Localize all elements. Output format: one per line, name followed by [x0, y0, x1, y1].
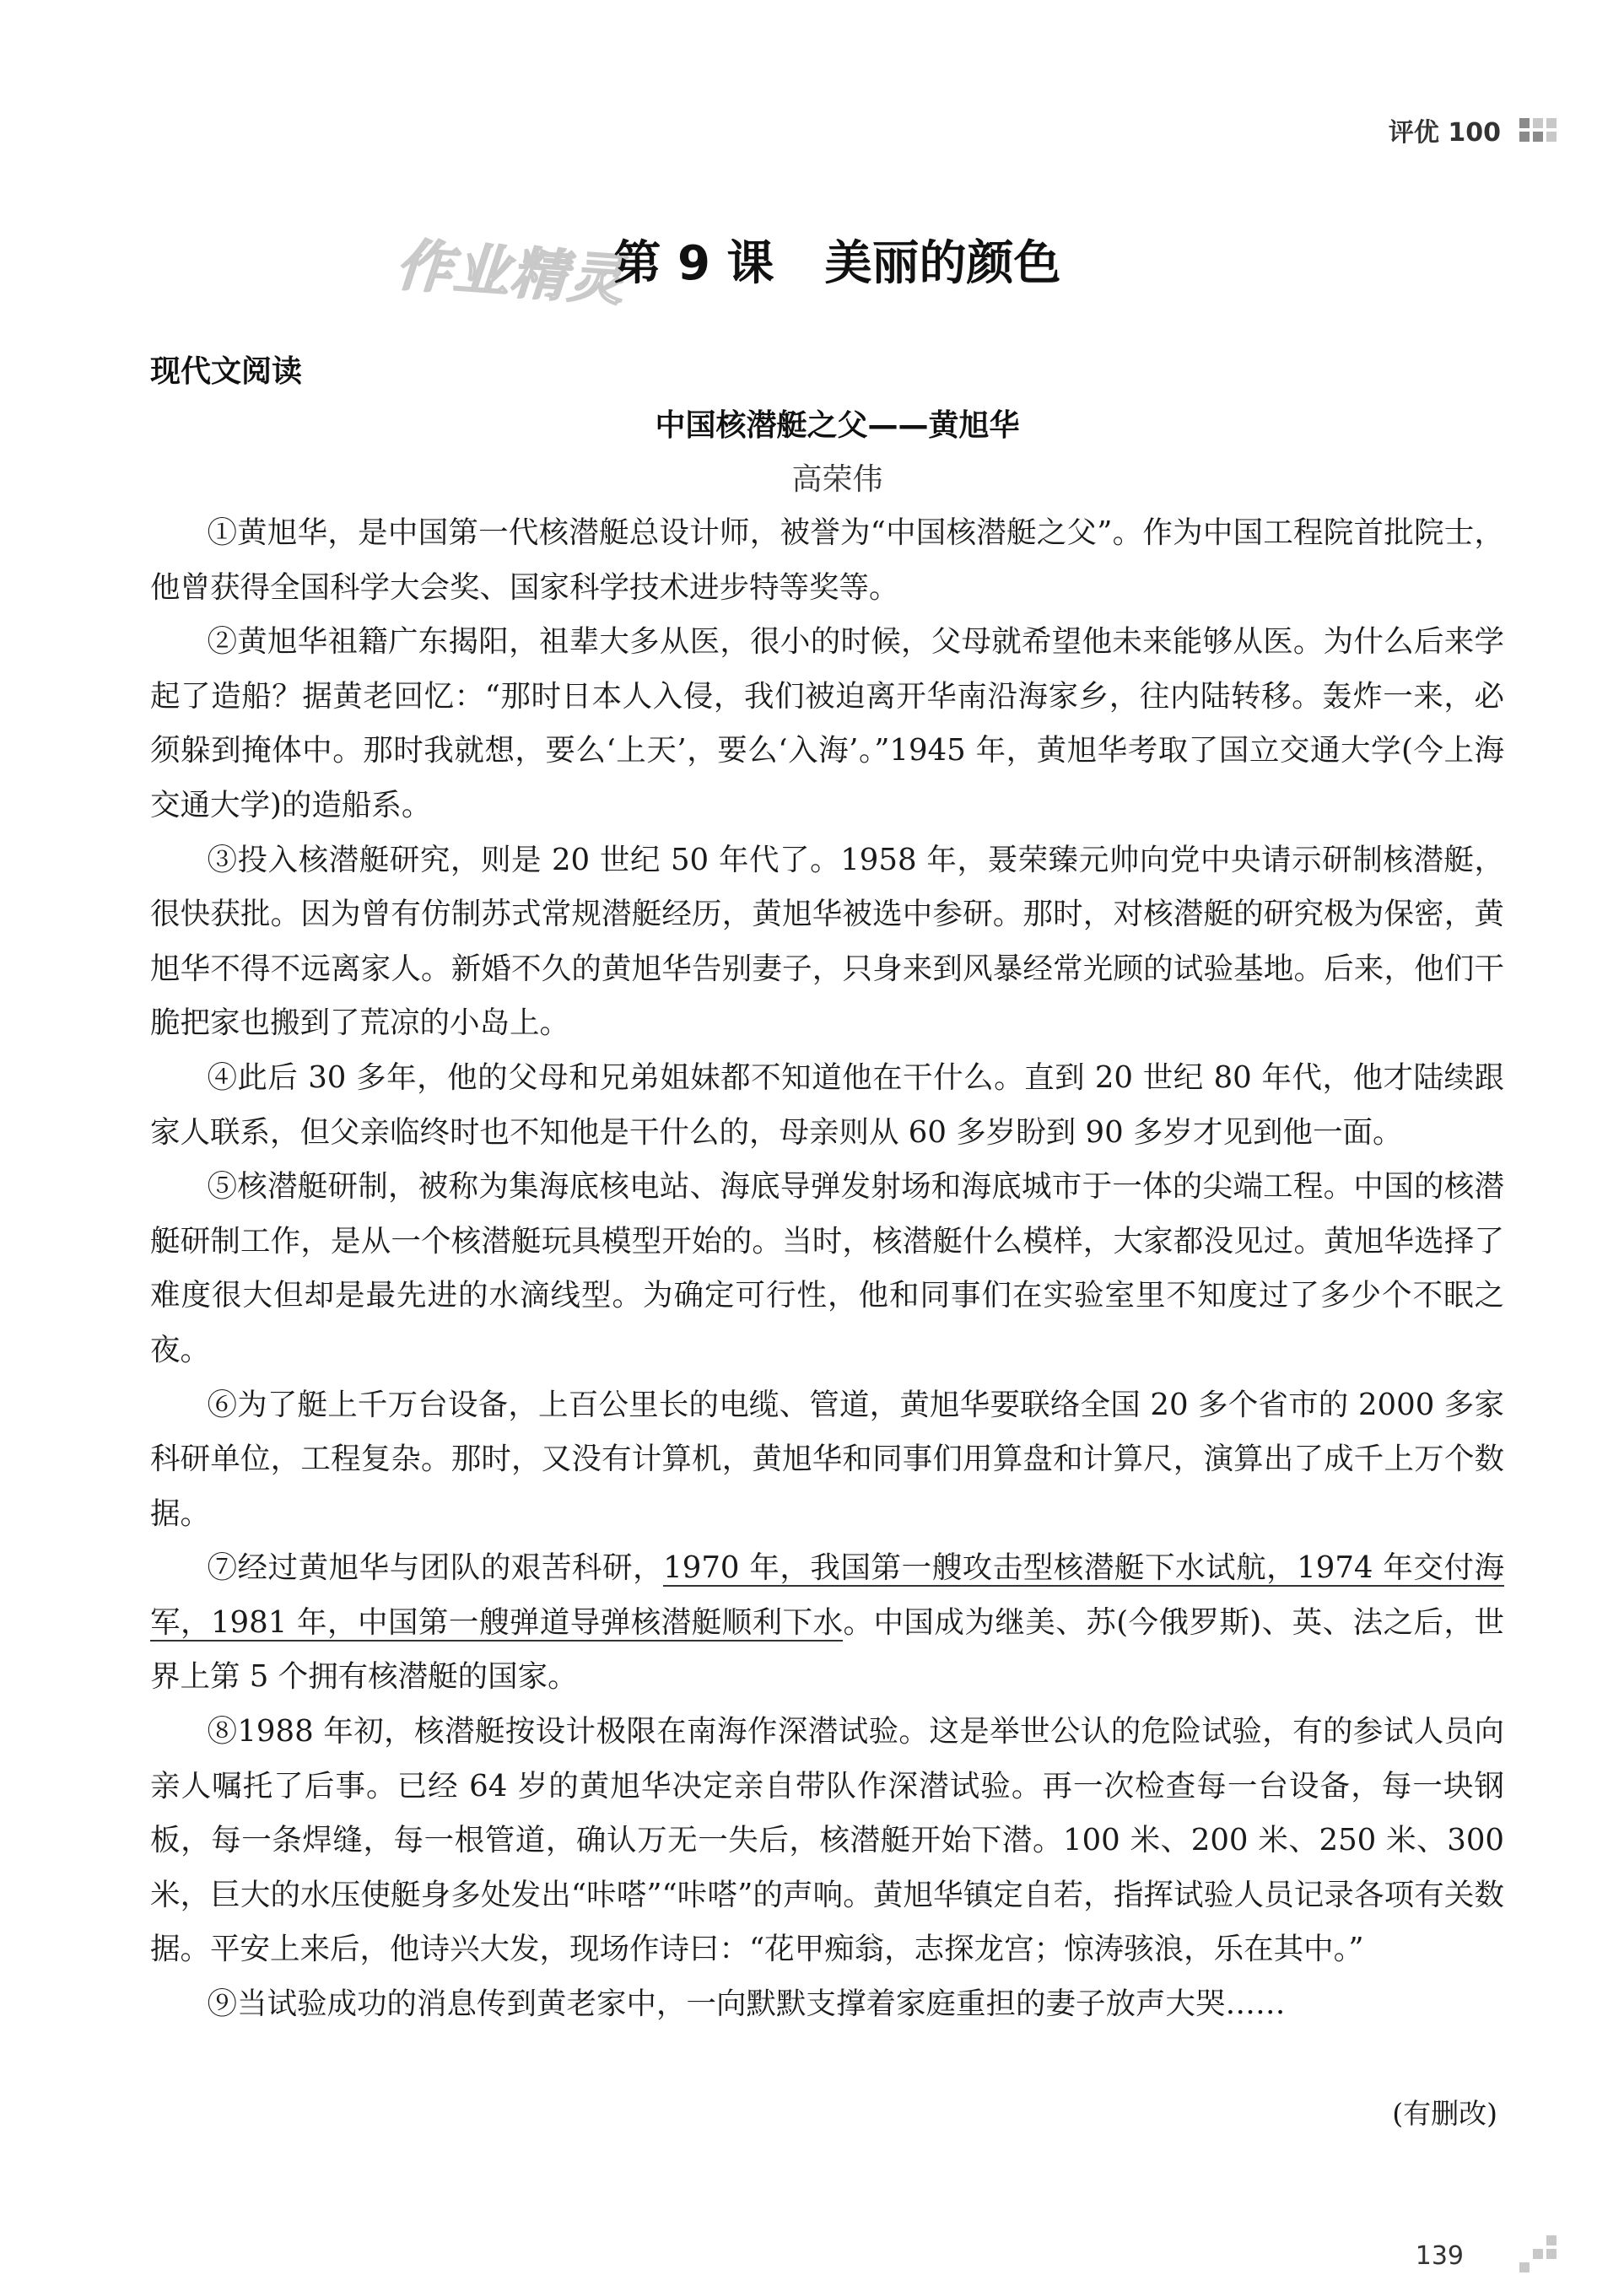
article-author: 高荣伟: [791, 462, 883, 497]
paragraph-6: ⑥为了艇上千万台设备，上百公里长的电缆、管道，黄旭华要联络全国 20 多个省市的 2000 多家科研单位，工程复杂。那时，又没有计算机，黄旭华和同事们用算盘和计算尺，演算出了成千上万个数据。: [150, 1387, 1504, 1531]
lesson-number: 第 9 课: [613, 236, 774, 291]
header-brand: [1389, 111, 1557, 148]
article-title: 中国核潜艇之父——黄旭华: [655, 408, 1020, 443]
lesson-name: 美丽的颜色: [824, 236, 1061, 291]
paragraph-9: ⑨当试验成功的消息传到黄老家中，一向默默支撑着家庭重担的妻子放声大哭……: [207, 1987, 1286, 2022]
brand-squares-icon: [1519, 118, 1557, 142]
watermark: 作业精灵: [394, 232, 628, 314]
lesson-title: [0, 226, 1624, 294]
paragraph-4: ④此后 30 多年，他的父母和兄弟姐妹都不知道他在干什么。直到 20 世纪 80 年代，他才陆续跟家人联系，但父亲临终时也不知他是干什么的，母亲则从 60 多岁盼到 90 多岁才见到他一面。: [150, 1059, 1504, 1150]
paragraph-7: [150, 1541, 1504, 1705]
paragraph-1: ①黄旭华，是中国第一代核潜艇总设计师，被誉为“中国核潜艇之父”。作为中国工程院首批院士，他曾获得全国科学大会奖、国家科学技术进步特等奖等。: [150, 515, 1504, 605]
page-number: 139: [1415, 2241, 1464, 2271]
paragraph-7-after: 。中国成为继美、苏(今俄罗斯)、英、法之后，世界上第 5 个拥有核潜艇的国家。: [150, 1604, 1504, 1695]
source-note: (有删改): [1392, 2097, 1497, 2130]
section-label: 现代文阅读: [150, 354, 303, 389]
footer-squares-icon: [1519, 2235, 1557, 2272]
brand-label: 评优 100: [1388, 118, 1501, 148]
paragraph-2: ②黄旭华祖籍广东揭阳，祖辈大多从医，很小的时候，父母就希望他未来能够从医。为什么后来学起了造船？据黄老回忆：“那时日本人入侵，我们被迫离开华南沿海家乡，往内陆转移。轰炸一来，必须躲到掩体中。那时我就想，要么‘上天’，要么‘入海’。”1945 年，黄旭华考取了国立交通大学(今上海交通大学)的造船系。: [150, 624, 1504, 822]
underlined-passage: 1970 年，我国第一艘攻击型核潜艇下水试航，1974 年交付海军，1981 年，中国第一艘弹道导弹核潜艇顺利下水: [150, 1550, 1504, 1640]
paragraph-7-before: ⑦经过黄旭华与团队的艰苦科研，: [207, 1550, 664, 1586]
paragraph-3: ③投入核潜艇研究，则是 20 世纪 50 年代了。1958 年，聂荣臻元帅向党中央请示研制核潜艇，很快获批。因为曾有仿制苏式常规潜艇经历，黄旭华被选中参研。那时，对核潜艇的研究极为保密，黄旭华不得不远离家人。新婚不久的黄旭华告别妻子，只身来到风暴经常光顾的试验基地。后来，他们干脆把家也搬到了荒凉的小岛上。: [150, 842, 1504, 1041]
paragraph-8: ⑧1988 年初，核潜艇按设计极限在南海作深潜试验。这是举世公认的危险试验，有的参试人员向亲人嘱托了后事。已经 64 岁的黄旭华决定亲自带队作深潜试验。再一次检查每一台设备，每一块钢板，每一条焊缝，每一根管道，确认万无一失后，核潜艇开始下潜。100 米、200 米、250 米、300 米，巨大的水压使艇身多处发出“咔嗒”“咔嗒”的声响。黄旭华镇定自若，指挥试验人员记录各项有关数据。平安上来后，他诗兴大发，现场作诗曰：“花甲痴翁，志探龙宫；惊涛骇浪，乐在其中。”: [150, 1714, 1504, 1967]
article-body: [150, 506, 1504, 2032]
paragraph-5: ⑤核潜艇研制，被称为集海底核电站、海底导弹发射场和海底城市于一体的尖端工程。中国的核潜艇研制工作，是从一个核潜艇玩具模型开始的。当时，核潜艇什么模样，大家都没见过。黄旭华选择了难度很大但却是最先进的水滴线型。为确定可行性，他和同事们在实验室里不知度过了多少个不眠之夜。: [150, 1169, 1504, 1367]
